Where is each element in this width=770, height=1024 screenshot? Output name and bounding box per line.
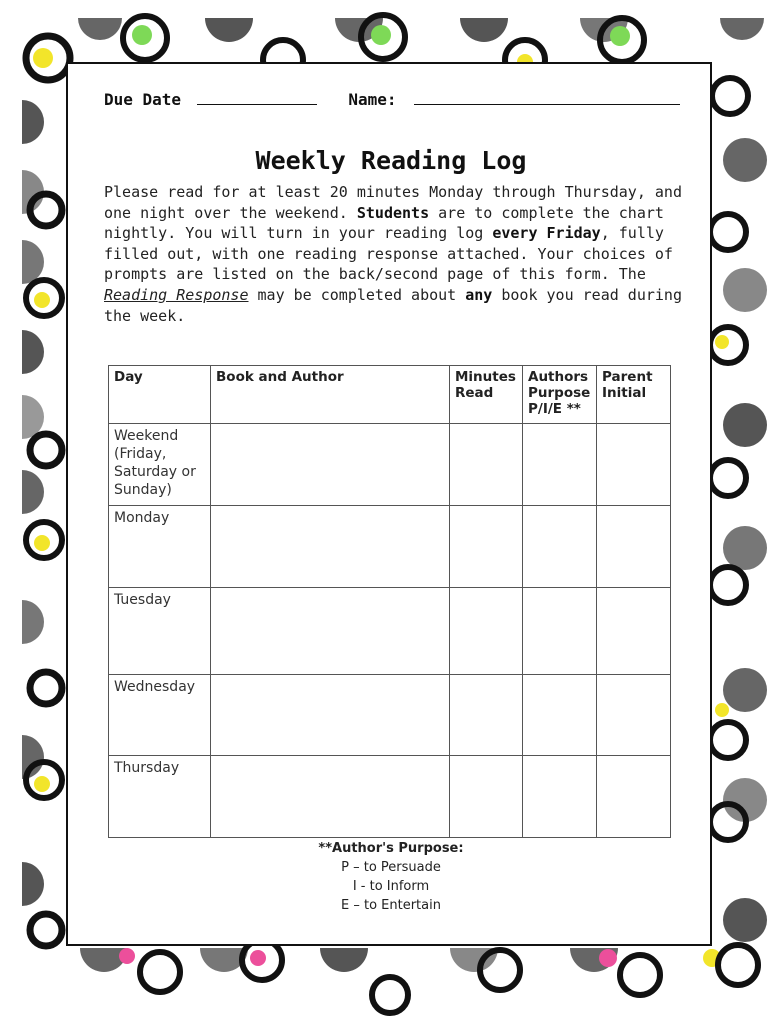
footnote-persuade: P – to Persuade [341, 860, 441, 875]
minutes-cell[interactable] [450, 588, 523, 675]
row-day-monday: Monday [109, 506, 211, 588]
header-authors-purpose: Authors Purpose P/I/E ** [523, 366, 597, 424]
minutes-cell[interactable] [450, 756, 523, 838]
instructions-bold-students: Students [356, 203, 430, 222]
row-day-weekend: Weekend (Friday, Saturday or Sunday) [109, 424, 211, 506]
minutes-cell[interactable] [450, 675, 523, 756]
row-day-tuesday: Tuesday [109, 588, 211, 675]
instructions-reading-response: Reading Response [104, 285, 249, 304]
authors-purpose-key [68, 839, 714, 915]
due-date-field[interactable] [197, 90, 317, 105]
reading-log-sheet [66, 62, 712, 946]
book-cell[interactable] [211, 424, 450, 506]
header-book-and-author: Book and Author [211, 366, 450, 424]
row-day-wednesday: Wednesday [109, 675, 211, 756]
header-line [104, 90, 680, 109]
instructions-text-5: book you read during the week. [104, 285, 682, 325]
footnote-title: **Author's Purpose: [318, 841, 464, 856]
book-cell[interactable] [211, 506, 450, 588]
instructions-text-3: , fully filled out, with one reading response attached. Your choices of prompts are listed on the back/second page of this form. The [104, 224, 673, 284]
name-label: Name: [348, 90, 397, 109]
initial-cell[interactable] [597, 506, 671, 588]
initial-cell[interactable] [597, 588, 671, 675]
purpose-cell[interactable] [523, 588, 597, 675]
instructions-bold-every-friday: every Friday [492, 224, 601, 243]
name-field[interactable] [414, 90, 680, 105]
initial-cell[interactable] [597, 424, 671, 506]
footnote-entertain: E – to Entertain [341, 898, 441, 913]
instructions-text-4: may be completed about [248, 285, 466, 304]
instructions-bold-any: any [465, 285, 493, 304]
table-row [109, 588, 671, 675]
table-header-row [109, 366, 671, 424]
row-day-thursday: Thursday [109, 756, 211, 838]
minutes-cell[interactable] [450, 424, 523, 506]
header-parent-initial: Parent Initial [597, 366, 671, 424]
instructions-text-2: are to complete the chart nightly. You will turn in your reading log [104, 203, 664, 243]
purpose-cell[interactable] [523, 506, 597, 588]
book-cell[interactable] [211, 756, 450, 838]
table-row [109, 506, 671, 588]
book-cell[interactable] [211, 675, 450, 756]
header-day: Day [109, 366, 211, 424]
minutes-cell[interactable] [450, 506, 523, 588]
footnote-inform: I - to Inform [352, 879, 430, 894]
initial-cell[interactable] [597, 675, 671, 756]
purpose-cell[interactable] [523, 424, 597, 506]
purpose-cell[interactable] [523, 756, 597, 838]
table-row [109, 675, 671, 756]
page-title: Weekly Reading Log [255, 146, 527, 175]
table-row [109, 756, 671, 838]
table-row [109, 424, 671, 506]
instructions-text-1: Please read for at least 20 minutes Monday through Thursday, and one night over the weekend. [104, 183, 682, 222]
header-minutes-read: Minutes Read [450, 366, 523, 424]
initial-cell[interactable] [597, 756, 671, 838]
instructions [104, 182, 704, 326]
reading-log-table [108, 365, 671, 838]
due-date-label: Due Date [104, 90, 182, 109]
book-cell[interactable] [211, 588, 450, 675]
purpose-cell[interactable] [523, 675, 597, 756]
